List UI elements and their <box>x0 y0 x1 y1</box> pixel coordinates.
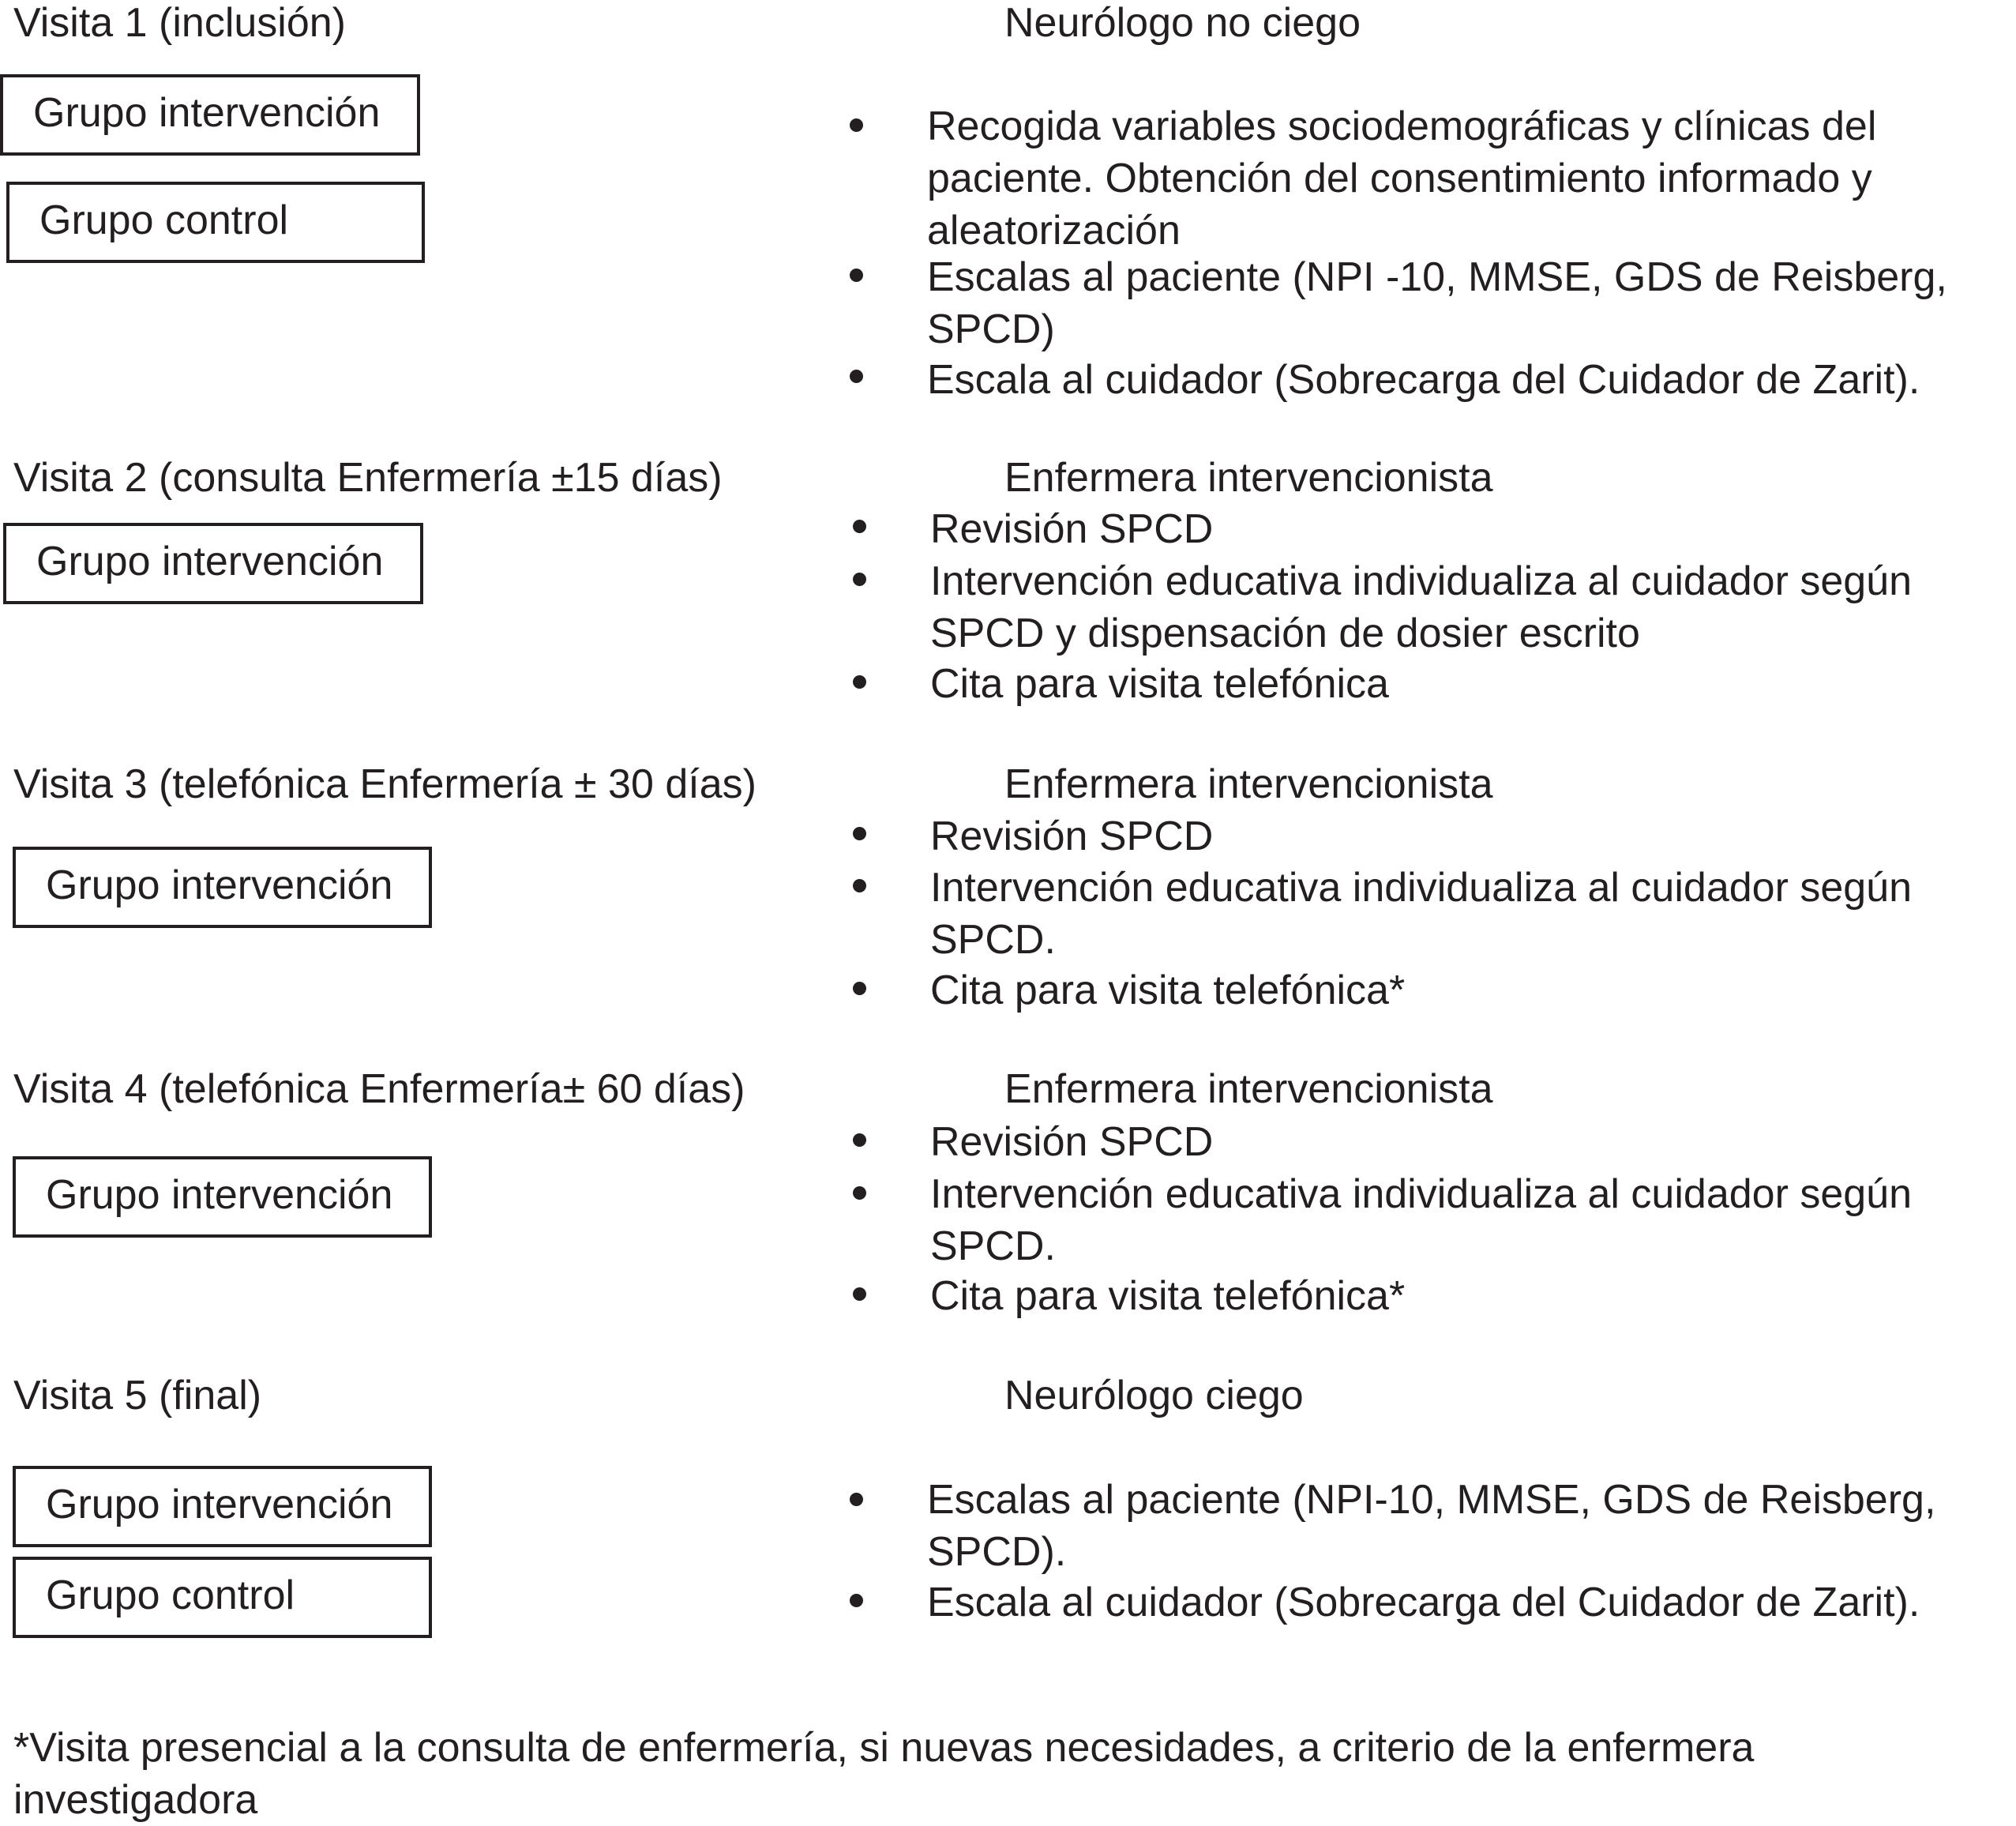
visit-3-group-intervention: Grupo intervención <box>13 847 432 928</box>
footnote-line-2: investigadora <box>13 1777 258 1823</box>
visit-1-item-2-line-2: SPCD) <box>927 306 1055 352</box>
visit-1-group-control: Grupo control <box>6 182 425 263</box>
visit-5-group-control: Grupo control <box>13 1557 432 1638</box>
visit-2-item-2-line-1: Intervención educativa individualiza al cuidador según <box>930 558 1913 604</box>
bullet-icon <box>850 370 863 383</box>
visit-5-title: Visita 5 (final) <box>13 1373 262 1418</box>
visit-3-title: Visita 3 (telefónica Enfermería ± 30 días) <box>13 761 756 807</box>
visit-1-item-1-line-3: aleatorización <box>927 208 1181 254</box>
bullet-icon <box>853 982 866 995</box>
visit-2-responsible: Enfermera intervencionista <box>1004 455 1493 501</box>
visit-1-title: Visita 1 (inclusión) <box>13 0 347 46</box>
visit-2-item-3-line-1: Cita para visita telefónica <box>930 661 1389 707</box>
visit-4-item-2-line-2: SPCD. <box>930 1223 1056 1269</box>
visit-3-responsible: Enfermera intervencionista <box>1004 761 1493 807</box>
visit-5-item-1-line-1: Escalas al paciente (NPI-10, MMSE, GDS de Reisberg, <box>927 1477 1936 1523</box>
visit-4-title: Visita 4 (telefónica Enfermería± 60 días) <box>13 1066 745 1112</box>
visit-5-group-intervention: Grupo intervención <box>13 1466 432 1547</box>
visit-3-item-2-line-2: SPCD. <box>930 917 1056 963</box>
bullet-icon <box>853 675 866 689</box>
visit-1-responsible: Neurólogo no ciego <box>1004 0 1361 46</box>
bullet-icon <box>853 520 866 533</box>
bullet-icon <box>853 879 866 892</box>
footnote-line-1: *Visita presencial a la consulta de enfermería, si nuevas necesidades, a criterio de la enfermera <box>13 1725 1755 1771</box>
visit-4-item-1-line-1: Revisión SPCD <box>930 1119 1214 1165</box>
visit-2-title: Visita 2 (consulta Enfermería ±15 días) <box>13 455 723 501</box>
visit-1-group-intervention: Grupo intervención <box>0 74 420 156</box>
visit-5-item-1-line-2: SPCD). <box>927 1529 1067 1575</box>
bullet-icon <box>853 573 866 586</box>
bullet-icon <box>850 1493 863 1506</box>
visit-1-item-3-line-1: Escala al cuidador (Sobrecarga del Cuidador de Zarit). <box>927 357 1920 403</box>
visit-1-item-1-line-2: paciente. Obtención del consentimiento informado y <box>927 156 1872 201</box>
visit-4-item-2-line-1: Intervención educativa individualiza al cuidador según <box>930 1171 1913 1217</box>
bullet-icon <box>850 269 863 282</box>
visit-1-item-2-line-1: Escalas al paciente (NPI -10, MMSE, GDS de Reisberg, <box>927 254 1947 300</box>
visit-4-group-intervention: Grupo intervención <box>13 1156 432 1238</box>
visit-4-responsible: Enfermera intervencionista <box>1004 1066 1493 1112</box>
visit-2-group-intervention: Grupo intervención <box>3 523 423 604</box>
bullet-icon <box>850 1594 863 1607</box>
visit-4-item-3-line-1: Cita para visita telefónica* <box>930 1273 1406 1319</box>
bullet-icon <box>853 1186 866 1200</box>
visit-2-item-1-line-1: Revisión SPCD <box>930 506 1214 552</box>
visit-3-item-1-line-1: Revisión SPCD <box>930 813 1214 859</box>
visit-3-item-2-line-1: Intervención educativa individualiza al cuidador según <box>930 865 1913 911</box>
visit-1-item-1-line-1: Recogida variables sociodemográficas y clínicas del <box>927 103 1877 149</box>
visit-5-item-2-line-1: Escala al cuidador (Sobrecarga del Cuidador de Zarit). <box>927 1580 1920 1625</box>
visit-3-item-3-line-1: Cita para visita telefónica* <box>930 967 1406 1013</box>
bullet-icon <box>850 118 863 132</box>
bullet-icon <box>853 1287 866 1301</box>
visit-5-responsible: Neurólogo ciego <box>1004 1373 1304 1418</box>
bullet-icon <box>853 1133 866 1147</box>
visit-2-item-2-line-2: SPCD y dispensación de dosier escrito <box>930 611 1640 656</box>
bullet-icon <box>853 827 866 840</box>
